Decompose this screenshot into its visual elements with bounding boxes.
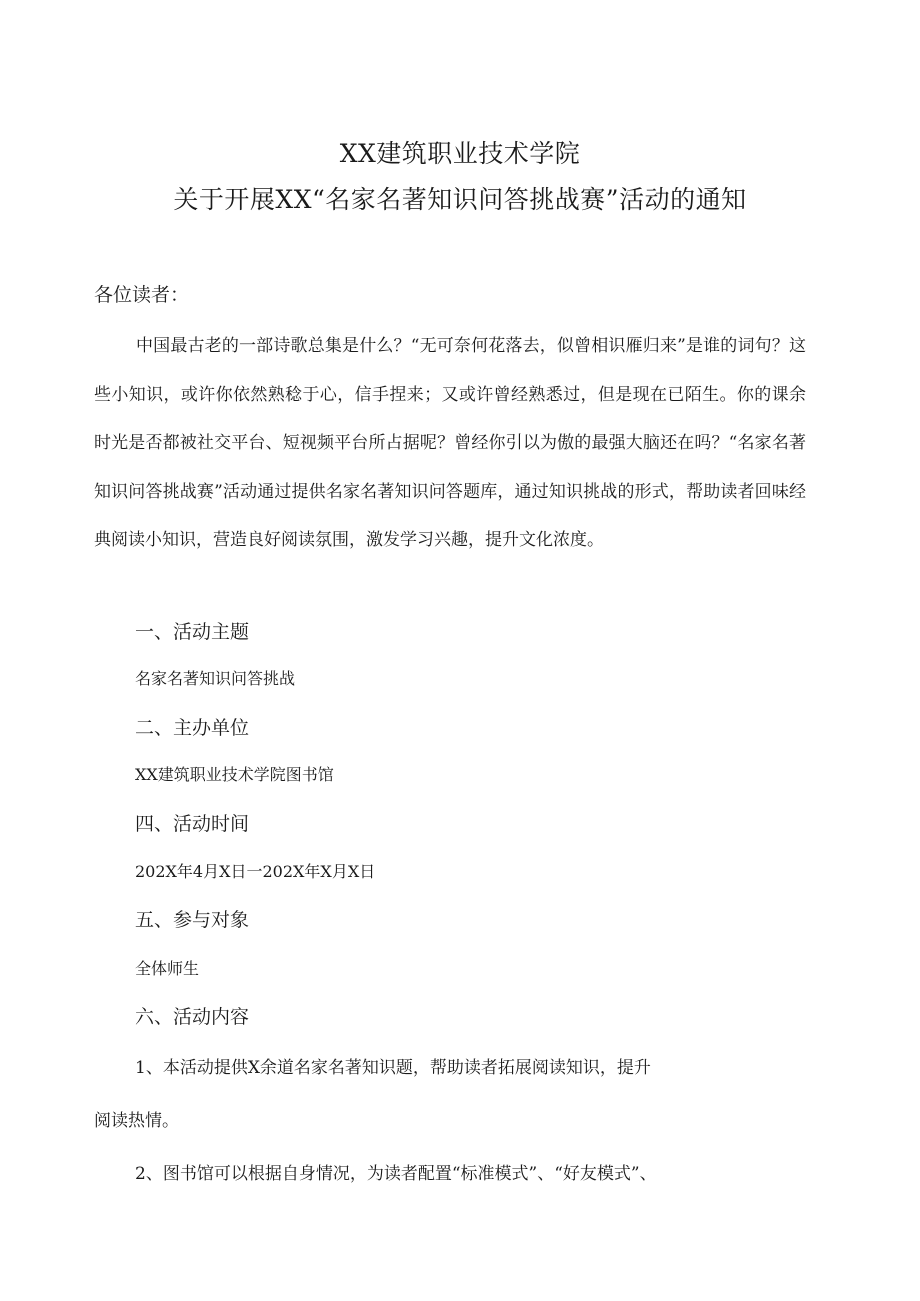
section-heading-time: 四、活动时间 — [135, 813, 250, 835]
section-content-time: 202X年4月X日一202X年X月X日 — [135, 862, 376, 881]
document-title-notice: 关于开展XX“名家名著知识问答挑战赛”活动的通知 — [173, 185, 747, 214]
section-heading-theme: 一、活动主题 — [135, 621, 250, 643]
salutation: 各位读者： — [94, 284, 190, 306]
section-heading-organizer: 二、主办单位 — [135, 717, 250, 739]
content-item-2-line-1: 2、图书馆可以根据自身情况，为读者配置“标准模式”、“好友模式”、 — [135, 1164, 657, 1184]
section-content-organizer: XX建筑职业技术学院图书馆 — [135, 765, 334, 784]
section-heading-participants: 五、参与对象 — [135, 909, 250, 931]
section-content-theme: 名家名著知识问答挑战 — [135, 669, 296, 688]
content-item-1-line-2: 阅读热情。 — [94, 1111, 179, 1131]
section-heading-content: 六、活动内容 — [135, 1006, 250, 1028]
document-title-institution: XX建筑职业技术学院 — [339, 139, 581, 168]
section-content-participants: 全体师生 — [135, 959, 200, 978]
intro-paragraph: 中国最古老的一部诗歌总集是什么？“无可奈何花落去，似曾相识雁归来”是谁的词句？这些小知识，或许你依然熟稔于心，信手捏来；又或许曾经熟悉过，但是现在已陌生。你的课余时光是否都被社交平台、短视频平台所占据呢？曾经你引以为傲的最强大脑还在吗？“名家名著知识问答挑战赛”活动通过提供名家名著知识问答题库，通过知识挑战的形式，帮助读者回味经典阅读小知识，营造良好阅读氛围，激发学习兴趣，提升文化浓度。 — [94, 336, 806, 550]
content-item-1-line-1: 1、本活动提供X余道名家名著知识题，帮助读者拓展阅读知识，提升 — [135, 1058, 651, 1078]
